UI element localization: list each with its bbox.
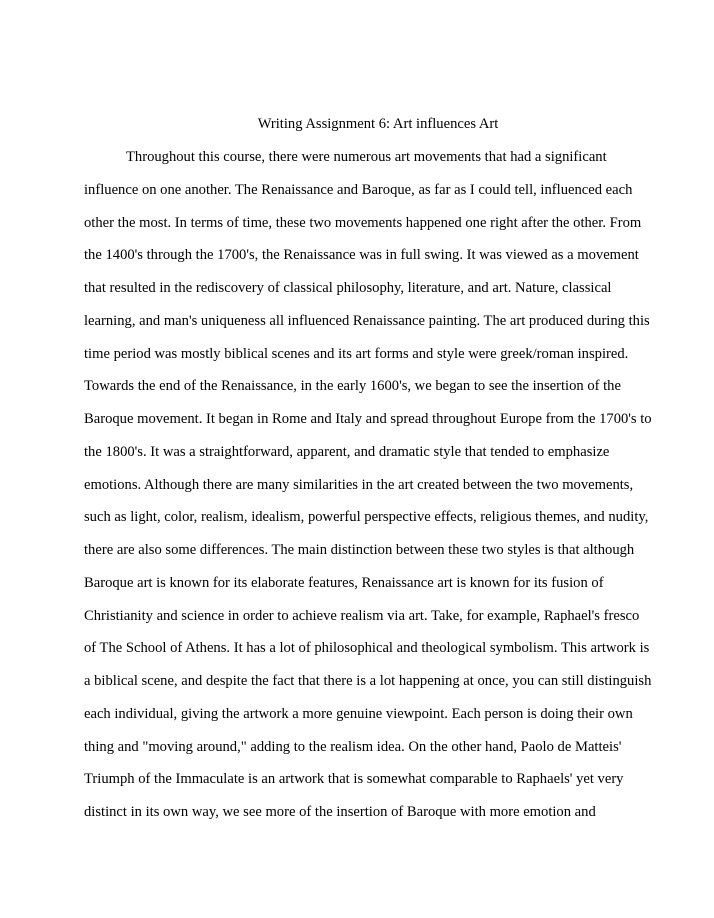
body-line: of The School of Athens. It has a lot of philosophical and theological symbolism. This artwork is: [84, 640, 650, 657]
body-line: Baroque movement. It began in Rome and Italy and spread throughout Europe from the 1700's to: [84, 411, 652, 427]
document-body: [84, 147, 704, 835]
body-line: such as light, color, realism, idealism, powerful perspective effects, religious themes, and nudity,: [84, 509, 649, 526]
body-line: Throughout this course, there were numerous art movements that had a significant: [126, 149, 607, 165]
body-line: influence on one another. The Renaissance and Baroque, as far as I could tell, influenced each: [84, 181, 633, 198]
body-line: thing and "moving around," adding to the realism idea. On the other hand, Paolo de Matteis': [84, 738, 622, 755]
body-line: the 1800's. It was a straightforward, apparent, and dramatic style that tended to emphasize: [84, 443, 610, 460]
body-line: Christianity and science in order to achieve realism via art. Take, for example, Raphael's fresco: [84, 607, 640, 624]
document-title: Writing Assignment 6: Art influences Art: [257, 116, 499, 132]
body-line: each individual, giving the artwork a more genuine viewpoint. Each person is doing their own: [84, 705, 633, 722]
body-line: the 1400's through the 1700's, the Renaissance was in full swing. It was viewed as a movement: [84, 247, 639, 264]
body-line: Towards the end of the Renaissance, in the early 1600's, we began to see the insertion of the: [84, 378, 621, 395]
body-line: learning, and man's uniqueness all influenced Renaissance painting. The art produced during this: [84, 312, 650, 329]
body-line: Triumph of the Immaculate is an artwork that is somewhat comparable to Raphaels' yet very: [84, 771, 624, 788]
body-line: time period was mostly biblical scenes and its art forms and style were greek/roman inspired.: [84, 345, 629, 362]
body-line: there are also some differences. The main distinction between these two styles is that although: [84, 542, 635, 558]
body-line: that resulted in the rediscovery of classical philosophy, literature, and art. Nature, classical: [84, 280, 612, 296]
body-line: Baroque art is known for its elaborate features, Renaissance art is known for its fusion of: [84, 574, 604, 591]
body-line: distinct in its own way, we see more of the insertion of Baroque with more emotion and: [84, 804, 596, 820]
body-line: a biblical scene, and despite the fact that there is a lot happening at once, you can still distinguish: [84, 673, 652, 689]
body-line: emotions. Although there are many similarities in the art created between the two movements,: [84, 476, 634, 493]
body-line: other the most. In terms of time, these two movements happened one right after the other. From: [84, 214, 642, 231]
